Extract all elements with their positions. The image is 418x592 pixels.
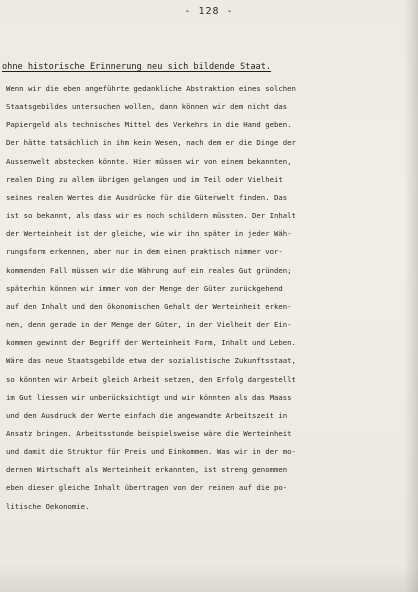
text-line: und den Ausdruck der Werte einfach die angewandte Arbeitszeit in — [6, 410, 288, 420]
text-line: so könnten wir Arbeit gleich Arbeit setzen, den Erfolg dargestellt — [6, 374, 296, 384]
body-text — [6, 80, 408, 516]
text-line: auf den Inhalt und den ökonomischen Gehalt der Werteinheit erken- — [6, 301, 292, 311]
text-line: Ansatz bringen. Arbeitsstunde beispielsweise wäre die Werteinheit — [6, 428, 292, 438]
text-line: kommenden Fall müssen wir die Währung auf ein reales Gut gründen; — [6, 265, 292, 275]
text-line: dernen Wirtschaft als Werteinheit erkannten, ist streng genommen — [6, 465, 288, 475]
text-line: im Gut liessen wir unberücksichtigt und wir könnten als das Maass — [6, 392, 292, 402]
text-line: und damit die Struktur für Preis und Einkommen. Was wir in der mo- — [6, 447, 296, 457]
text-line: eben dieser gleiche Inhalt übertragen von der reinen auf die po- — [6, 483, 288, 493]
text-line: Papiergeld als technisches Mittel des Verkehrs in die Hand geben. — [6, 120, 292, 130]
text-line: litische Oekonomie. — [6, 501, 90, 511]
section-heading: ohne historische Erinnerung neu sich bildende Staat. — [2, 62, 272, 72]
text-line: der Werteinheit ist der gleiche, wie wir ihn später in jeder Wäh- — [6, 229, 292, 239]
page-number: - 128 - — [184, 6, 234, 17]
text-line: Wäre das neue Staatsgebilde etwa der sozialistische Zukunftsstaat, — [6, 356, 296, 366]
text-line: seines realen Wertes die Ausdrücke für die Güterwelt finden. Das — [6, 192, 288, 202]
text-line: Der hätte tatsächlich in ihm kein Wesen, nach dem er die Dinge der — [6, 138, 296, 148]
text-line: ist so bekannt, als dass wir es noch schildern müssten. Der Inhalt — [6, 211, 296, 221]
page-bottom-shadow — [0, 564, 418, 592]
text-line: Staatsgebildes untersuchen wollen, dann können wir dem nicht das — [6, 102, 288, 112]
page-edge-shadow — [404, 0, 418, 592]
text-line: Wenn wir die eben angeführte gedankliche Abstraktion eines solchen — [6, 84, 296, 93]
text-line: rungsform erkennen, aber nur in dem einen praktisch nimmer vor- — [6, 247, 283, 257]
text-line: nen, denn gerade in der Menge der Güter, in der Vielheit der Ein- — [6, 320, 292, 330]
text-line: späterhin können wir immer von der Menge der Güter zurückgehend — [6, 283, 283, 293]
text-line: kommen gewinnt der Begriff der Werteinheit Form, Inhalt und Leben. — [6, 338, 296, 348]
text-line: Aussenwelt abstecken könnte. Hier müssen wir von einem bekannten, — [6, 156, 292, 166]
text-line: realen Ding zu allem übrigen gelangen und im Teil oder Vielheit — [6, 174, 283, 184]
